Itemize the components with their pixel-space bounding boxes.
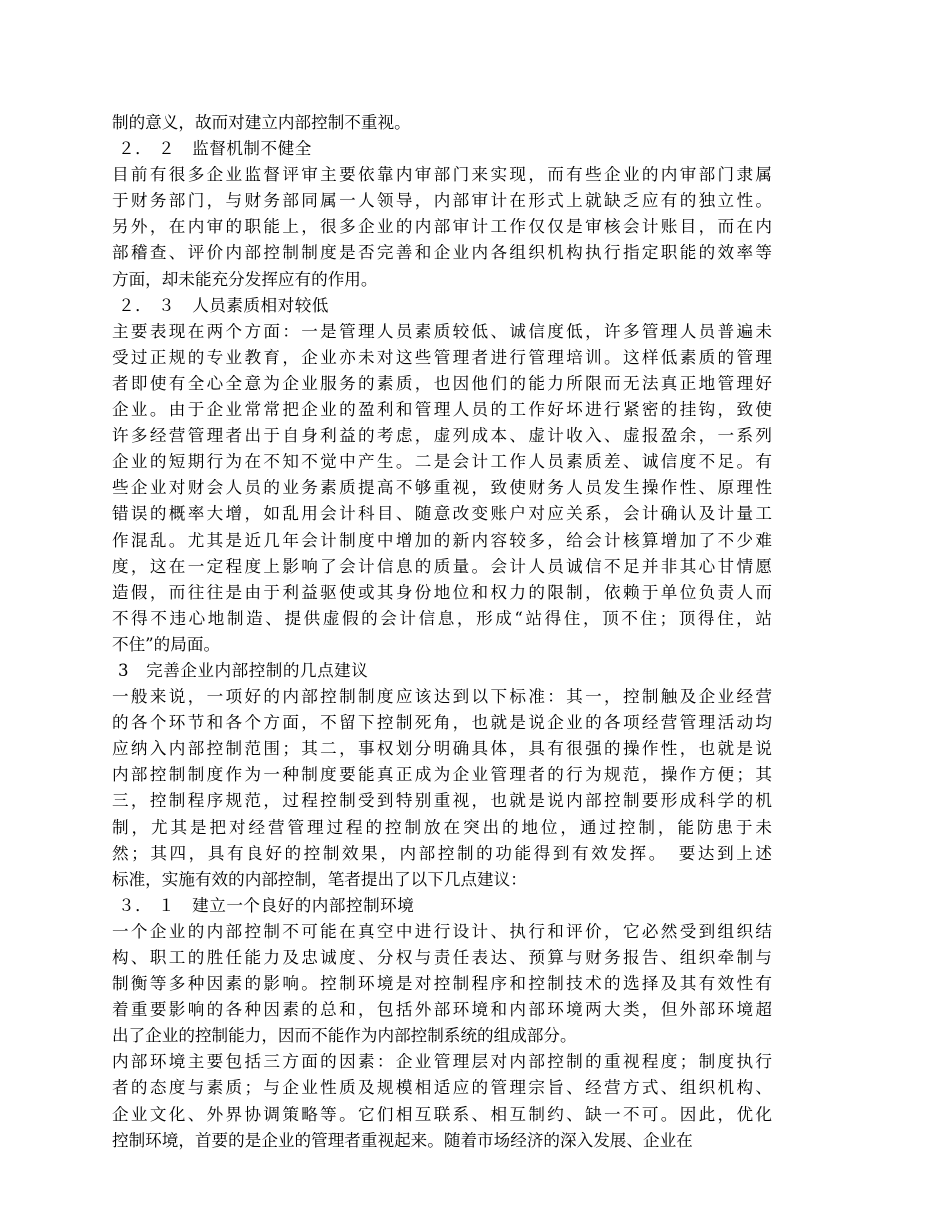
- text-line: 部稽查、评价内部控制制度是否完善和企业内各组织机构执行指定职能的效率等: [112, 243, 772, 263]
- text-line: 标准，实施有效的内部控制，笔者提出了以下几点建议：: [112, 869, 527, 889]
- text-line: 一般来说，一项好的内部控制制度应该达到以下标准：其一，控制触及企业经营: [112, 687, 772, 707]
- text-line: ２． ２ 监督机制不健全: [118, 139, 312, 159]
- text-line: 度，这在一定程度上影响了会计信息的质量。会计人员诚信不足并非其心甘情愿: [112, 556, 772, 576]
- text-line: 着重要影响的各种因素的总和，包括外部环境和内部环境两大类，但外部环境超: [112, 1000, 772, 1020]
- text-line: 企业的短期行为在不知不觉中产生。二是会计工作人员素质差、诚信度不足。有: [112, 452, 772, 472]
- text-line: 出了企业的控制能力，因而不能作为内部控制系统的组成部分。: [112, 1026, 577, 1046]
- section-heading: [112, 658, 772, 684]
- text-line: 一个企业的内部控制不可能在真空中进行设计、执行和评价，它必然受到组织结: [112, 921, 772, 941]
- text-line: 的各个环节和各个方面，不留下控制死角，也就是说企业的各项经营管理活动均: [112, 713, 772, 733]
- text-line: 企业。由于企业常常把企业的盈利和管理人员的工作好坏进行紧密的挂钩，致使: [112, 400, 772, 420]
- text-line: 方面，却未能充分发挥应有的作用。: [112, 269, 378, 289]
- text-line: 3 完善企业内部控制的几点建议: [118, 660, 369, 680]
- text-line: 内部环境主要包括三方面的因素：企业管理层对内部控制的重视程度；制度执行: [112, 1052, 772, 1072]
- text-line: 造假，而往往是由于利益驱使或其身份地位和权力的限制，依赖于单位负责人而: [112, 582, 772, 602]
- text-line: 企业文化、外界协调策略等。它们相互联系、相互制约、缺一不可。因此，优化: [112, 1104, 772, 1124]
- paragraph: [112, 919, 772, 1049]
- text-line: ３． １ 建立一个良好的内部控制环境: [118, 895, 415, 915]
- section-heading: [112, 293, 772, 319]
- paragraph: [112, 319, 772, 658]
- text-line: ２． ３ 人员素质相对较低: [118, 295, 329, 315]
- text-line: 作混乱。尤其是近几年会计制度中增加的新内容较多，给会计核算增加了不少难: [112, 530, 772, 550]
- text-line: 然；其四，具有良好的控制效果，内部控制的功能得到有效发挥。 要达到上述: [112, 843, 772, 863]
- document-page: [112, 110, 772, 1154]
- text-line: 于财务部门，与财务部同属一人领导，内部审计在形式上就缺乏应有的独立性。: [112, 191, 772, 211]
- text-line: 不住”的局面。: [112, 634, 221, 654]
- text-line: 构、职工的胜任能力及忠诚度、分权与责任表达、预算与财务报告、组织牵制与: [112, 948, 772, 967]
- text-line: 目前有很多企业监督评审主要依靠内审部门来实现，而有些企业的内审部门隶属: [112, 165, 772, 185]
- text-line: 者即使有全心全意为企业服务的素质，也因他们的能力所限而无法真正地管理好: [112, 373, 772, 393]
- text-line: 制的意义，故而对建立内部控制不重视。: [112, 113, 411, 132]
- text-line: 许多经营管理者出于自身利益的考虑，虚列成本、虚计收入、虚报盈余，一系列: [112, 426, 772, 446]
- text-line: 错误的概率大增，如乱用会计科目、随意改变账户对应关系，会计确认及计量工: [112, 504, 772, 524]
- text-line: 不得不违心地制造、提供虚假的会计信息，形成“站得住，顶不住；顶得住，站: [112, 608, 772, 628]
- text-line: 应纳入内部控制范围；其二，事权划分明确具体，具有很强的操作性，也就是说: [112, 739, 772, 759]
- text-line: 主要表现在两个方面：一是管理人员素质较低、诚信度低，许多管理人员普遍未: [112, 321, 772, 341]
- paragraph: [112, 162, 772, 292]
- text-line: 制，尤其是把对经营管理过程的控制放在突出的地位，通过控制，能防患于未: [112, 817, 772, 837]
- text-line: 内部控制制度作为一种制度要能真正成为企业管理者的行为规范，操作方便；其: [112, 765, 772, 785]
- section-heading: [112, 893, 772, 919]
- text-line: 者的态度与素质；与企业性质及规模相适应的管理宗旨、经营方式、组织机构、: [112, 1078, 772, 1098]
- section-heading: [112, 136, 772, 162]
- text-line: 控制环境，首要的是企业的管理者重视起来。随着市场经济的深入发展、企业在: [112, 1130, 693, 1150]
- paragraph: [112, 110, 772, 136]
- text-line: 另外，在内审的职能上，很多企业的内部审计工作仅仅是审核会计账目，而在内: [112, 217, 772, 237]
- paragraph: [112, 684, 772, 893]
- text-line: 受过正规的专业教育，企业亦未对这些管理者进行管理培训。这样低素质的管理: [112, 347, 772, 367]
- text-line: 三，控制程序规范，过程控制受到特别重视，也就是说内部控制要形成科学的机: [112, 791, 772, 811]
- text-line: 制衡等多种因素的影响。控制环境是对控制程序和控制技术的选择及其有效性有: [112, 974, 772, 994]
- text-line: 些企业对财会人员的业务素质提高不够重视，致使财务人员发生操作性、原理性: [112, 478, 772, 498]
- paragraph: [112, 1049, 772, 1153]
